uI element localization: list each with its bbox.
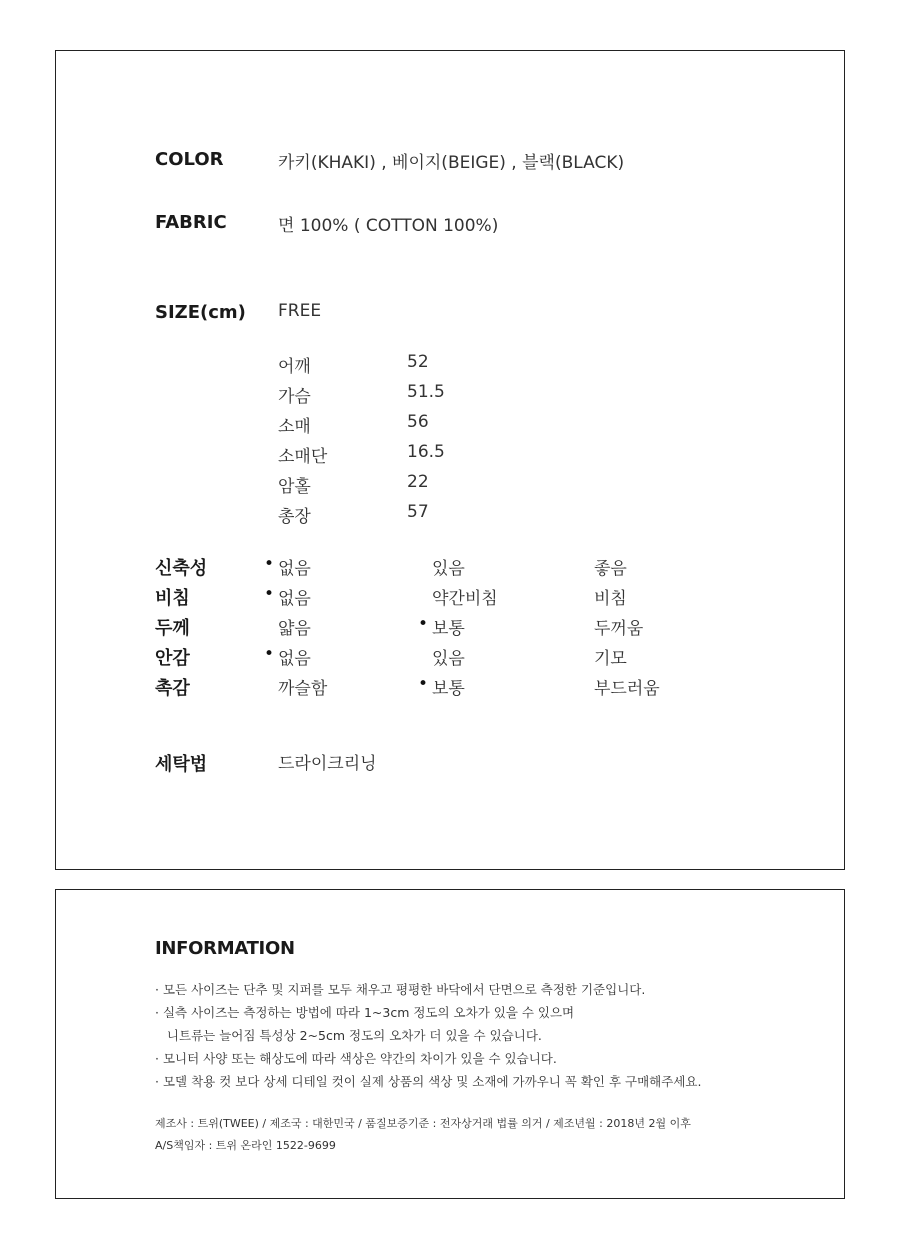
color-label: COLOR	[155, 149, 224, 170]
measure-name: 소매	[278, 417, 311, 437]
attribute-option: 두꺼움	[594, 619, 644, 639]
attribute-option: 얇음	[278, 619, 311, 639]
measure-value: 52	[407, 352, 429, 372]
information-title: INFORMATION	[155, 938, 295, 959]
attribute-option: 좋음	[594, 559, 627, 579]
attribute-option-selected: • 보통	[432, 614, 465, 639]
measure-value: 22	[407, 472, 429, 492]
attribute-option: 기모	[594, 649, 627, 669]
info-footer-line: A/S책임자 : 트위 온라인 1522-9699	[155, 1139, 336, 1152]
attribute-label: 신축성	[155, 558, 208, 579]
attribute-option-selected: • 없음	[278, 554, 311, 579]
attribute-option: 약간비침	[432, 589, 498, 609]
color-value: 카키(KHAKI) , 베이지(BEIGE) , 블랙(BLACK)	[278, 153, 625, 173]
attribute-label: 두께	[155, 618, 190, 639]
washing-value: 드라이크리닝	[278, 754, 377, 774]
measure-name: 소매단	[278, 447, 328, 467]
info-footer-line: 제조사 : 트위(TWEE) / 제조국 : 대한민국 / 품질보증기준 : 전자상거래 법률 의거 / 제조년월 : 2018년 2월 이후	[155, 1117, 691, 1130]
measure-name: 총장	[278, 507, 311, 527]
fabric-value: 면 100% ( COTTON 100%)	[278, 216, 499, 236]
measure-value: 56	[407, 412, 429, 432]
washing-label: 세탁법	[155, 754, 208, 775]
attribute-option-selected: • 보통	[432, 674, 465, 699]
size-value: FREE	[278, 301, 322, 321]
info-note: · 모델 착용 컷 보다 상세 디테일 컷이 실제 상품의 색상 및 소재에 가까우니 꼭 확인 후 구매해주세요.	[155, 1074, 702, 1089]
attribute-option: 까슬함	[278, 679, 328, 699]
measure-name: 가슴	[278, 387, 311, 407]
attribute-option: 있음	[432, 649, 465, 669]
measure-value: 16.5	[407, 442, 445, 462]
measure-value: 51.5	[407, 382, 445, 402]
product-spec-panel	[55, 50, 845, 870]
info-note: 니트류는 늘어짐 특성상 2~5cm 정도의 오차가 더 있을 수 있습니다.	[155, 1028, 542, 1043]
fabric-label: FABRIC	[155, 212, 227, 233]
attribute-option: 비침	[594, 589, 627, 609]
info-note: · 모니터 사양 또는 해상도에 따라 색상은 약간의 차이가 있을 수 있습니다.	[155, 1051, 557, 1066]
information-panel	[55, 889, 845, 1199]
attribute-option: 있음	[432, 559, 465, 579]
measure-value: 57	[407, 502, 429, 522]
attribute-option-selected: • 없음	[278, 584, 311, 609]
attribute-label: 촉감	[155, 678, 190, 699]
attribute-option-selected: • 없음	[278, 644, 311, 669]
measure-name: 어깨	[278, 357, 311, 377]
info-note: · 실측 사이즈는 측정하는 방법에 따라 1~3cm 정도의 오차가 있을 수 있으며	[155, 1005, 575, 1020]
measure-name: 암홀	[278, 477, 311, 497]
attribute-label: 안감	[155, 648, 190, 669]
size-label: SIZE(cm)	[155, 302, 246, 323]
attribute-option: 부드러움	[594, 679, 660, 699]
attribute-label: 비침	[155, 588, 190, 609]
info-note: · 모든 사이즈는 단추 및 지퍼를 모두 채우고 평평한 바닥에서 단면으로 측정한 기준입니다.	[155, 982, 646, 997]
